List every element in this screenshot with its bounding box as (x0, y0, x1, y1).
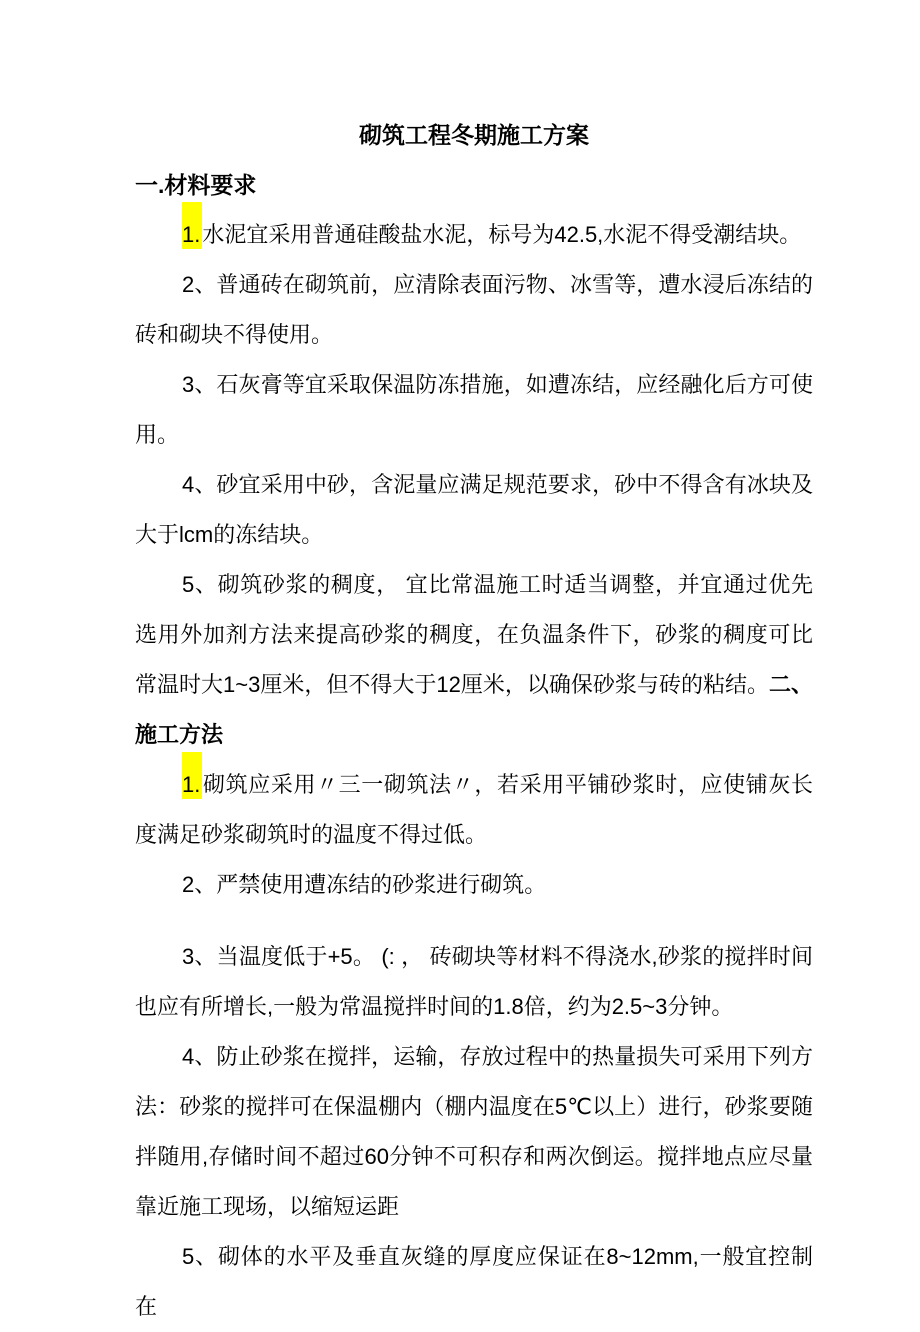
section-2-item-1 (135, 760, 813, 860)
section-1-heading: 一.材料要求 (135, 172, 257, 198)
highlighted-list-marker: 1. (182, 752, 202, 799)
highlighted-list-marker: 1. (182, 202, 202, 249)
document-title: 砌筑工程冬期施工方案 (359, 122, 589, 148)
paragraph-text: 5、砌筑砂浆的稠度， 宜比常温施工时适当调整，并宜通过优先选用外加剂方法来提高砂浆的稠度，在负温条件下，砂浆的稠度可比常温时大1~3厘米，但不得大于12厘米，以确保砂浆与砖的粘结。 (135, 572, 813, 697)
section-2-item-3: 3、当温度低于+5。 (: ， 砖砌块等材料不得浇水,砂浆的搅拌时间也应有所增长,一般为常温搅拌时间的1.8倍，约为2.5~3分钟。 (135, 944, 813, 1019)
section-2-item-5: 5、砌体的水平及垂直灰缝的厚度应保证在8~12mm,一般宜控制在 (135, 1244, 813, 1319)
section-2-item-2: 2、严禁使用遭冻结的砂浆进行砌筑。 (182, 872, 547, 897)
section-2-heading: 二、施工方法 (135, 672, 813, 747)
section-2-item-4: 4、防止砂浆在搅拌，运输，存放过程中的热量损失可采用下列方法：砂浆的搅拌可在保温棚内（棚内温度在5℃以上）进行，砂浆要随拌随用,存储时间不超过60分钟不可积存和两次倒运。搅拌地点应尽量靠近施工现场，以缩短运距 (135, 1044, 813, 1219)
paragraph-text: 水泥宜采用普通硅酸盐水泥，标号为42.5,水泥不得受潮结块。 (202, 222, 802, 247)
section-1-item-1 (135, 210, 813, 260)
paragraph-text: 砌筑应采用〃三一砌筑法〃，若采用平铺砂浆时，应使铺灰长度满足砂浆砌筑时的温度不得过低。 (135, 772, 813, 847)
section-1-item-2: 2、普通砖在砌筑前，应清除表面污物、冰雪等，遭水浸后冻结的砖和砌块不得使用。 (135, 272, 813, 347)
section-1-item-5 (135, 560, 813, 760)
document-page (135, 110, 813, 1332)
section-1-item-3: 3、石灰膏等宜采取保温防冻措施，如遭冻结，应经融化后方可使用。 (135, 372, 813, 447)
section-1-item-4: 4、砂宜采用中砂，含泥量应满足规范要求，砂中不得含有冰块及大于lcm的冻结块。 (135, 472, 813, 547)
